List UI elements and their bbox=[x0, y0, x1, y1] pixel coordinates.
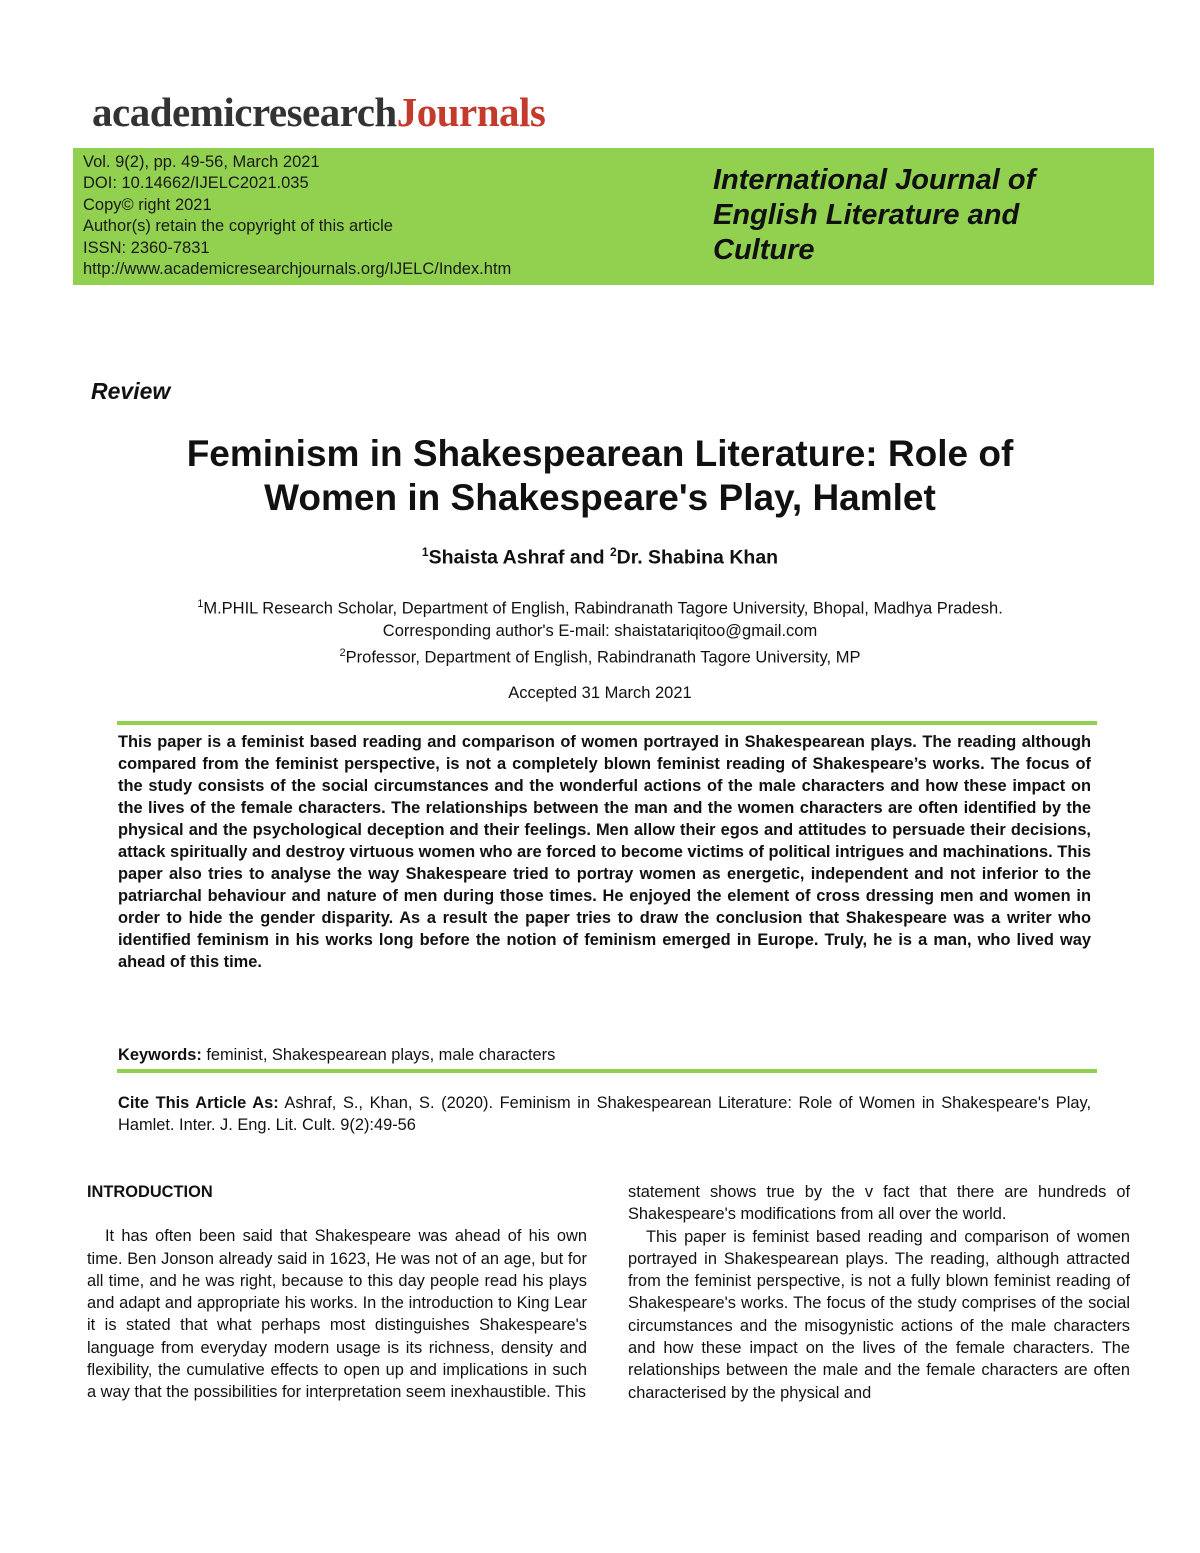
doi-line: DOI: 10.14662/IJELC2021.035 bbox=[83, 174, 309, 193]
corresponding-email[interactable]: Corresponding author's E-mail: shaistatariqitoo@gmail.com bbox=[382, 621, 818, 640]
body-paragraph: It has often been said that Shakespeare was ahead of his own time. Ben Jonson already said in 1623, He was not of an age, but for all time, and he was right, because to this day people read his plays and adapt and appropriate his works. In the introduction to King Lear it is stated that what perhaps most distinguishes Shakespeare's language from everyday modern usage is its richness, density and flexibility, the cumulative effects to open up and implications in such a way that the possibilities for interpretation seem inexhaustible. This bbox=[87, 1227, 587, 1402]
affiliations bbox=[100, 593, 1100, 668]
affil-sup: 2 bbox=[339, 646, 346, 659]
author-rights-line: Author(s) retain the copyright of this article bbox=[83, 217, 393, 236]
accepted-date: Accepted 31 March 2021 bbox=[508, 684, 692, 702]
logo-text-journals: Journals bbox=[396, 89, 546, 135]
cite-text: Ashraf, S., Khan, S. (2020). Feminism in Shakespearean Literature: Role of Women in Shakespeare's Play, Hamlet. Inter. J. Eng. Lit. Cult. 9(2):49-56 bbox=[118, 1094, 1091, 1134]
journal-title-line: International Journal of bbox=[713, 164, 1036, 196]
journal-title bbox=[713, 163, 1035, 268]
logo-text-academicresearch: academicresearch bbox=[92, 89, 397, 135]
section-heading-introduction: INTRODUCTION bbox=[87, 1183, 213, 1201]
keywords-label: Keywords: bbox=[118, 1046, 202, 1064]
paper-title bbox=[100, 432, 1100, 520]
body-column-right bbox=[628, 1181, 1130, 1404]
divider-top bbox=[117, 721, 1097, 725]
publisher-logo bbox=[92, 89, 546, 135]
journal-title-line: English Literature and bbox=[713, 199, 1020, 231]
title-line: Feminism in Shakespearean Literature: Role of bbox=[186, 433, 1014, 474]
abstract: This paper is a feminist based reading and comparison of women portrayed in Shakespearean plays. The reading although compared from the feminist perspective, is not a completely blown feminist reading of Shakespeare’s works. The focus of the study consists of the social circumstances and the wonderful actions of the male characters and how these impact on the lives of the female characters. The relationships between the man and the women characters are often identified by the physical and the psychological deception and their feelings. Men allow their egos and attitudes to persuade their decisions, attack spiritually and destroy virtuous women who are forced to become victims of political intrigues and machinations. This paper also tries to analyse the way Shakespeare tried to portray women as energetic, independent and not inferior to the patriarchal behaviour and nature of men during those times. He enjoyed the element of cross dressing men and women in order to hide the gender disparity. As a result the paper tries to draw the conclusion that Shakespeare was a writer who identified feminism in his works long before the notion of feminism emerged in Europe. Truly, he is a man, who lived way ahead of this time. bbox=[118, 733, 1091, 971]
issn-line: ISSN: 2360-7831 bbox=[83, 238, 210, 257]
author-name: Shaista Ashraf and bbox=[428, 546, 610, 569]
body-paragraph: This paper is feminist based reading and comparison of women portrayed in Shakespearean plays. The reading, although attracted from the feminist perspective, is not a fully blown feminist reading of Shakespeare's works. The focus of the study comprises of the social circumstances and the misogynistic actions of the male characters and how these impact on the lives of the female characters. The relationships between the male and the female characters are often characterised by the physical and bbox=[628, 1227, 1130, 1402]
affil-sup: 1 bbox=[197, 598, 204, 610]
cite-label: Cite This Article As: bbox=[118, 1094, 279, 1112]
affiliation-line: $^1$M.PHIL Research Scholar, Department of English, Rabindranath Tagore University, Bhopal, Madhya Pradesh. bbox=[197, 598, 1003, 618]
affiliation-line: $^2$Professor, Department of English, Rabindranath Tagore University, MP bbox=[339, 646, 861, 666]
author-sup: 1 bbox=[421, 545, 429, 559]
author-name: Dr. Shabina Khan bbox=[616, 546, 779, 569]
section-label: Review bbox=[91, 378, 171, 404]
journal-url[interactable]: http://www.academicresearchjournals.org/IJELC/Index.htm bbox=[83, 260, 512, 279]
author-list bbox=[100, 545, 1100, 570]
article-metadata bbox=[83, 152, 511, 280]
title-line: Women in Shakespeare's Play, Hamlet bbox=[264, 477, 936, 518]
volume-line: Vol. 9(2), pp. 49-56, March 2021 bbox=[83, 153, 320, 171]
keywords-text: feminist, Shakespearean plays, male characters bbox=[201, 1046, 556, 1064]
journal-title-line: Culture bbox=[713, 234, 815, 266]
body-column-left bbox=[87, 1181, 587, 1404]
copyright-line: Copy© right 2021 bbox=[83, 195, 212, 214]
author-sup: 2 bbox=[609, 545, 617, 559]
keywords bbox=[118, 1046, 555, 1065]
divider-bottom bbox=[117, 1069, 1097, 1073]
body-paragraph: statement shows true by the v fact that there are hundreds of Shakespeare's modifications from all over the world. bbox=[628, 1183, 1130, 1224]
citation bbox=[118, 1092, 1091, 1136]
